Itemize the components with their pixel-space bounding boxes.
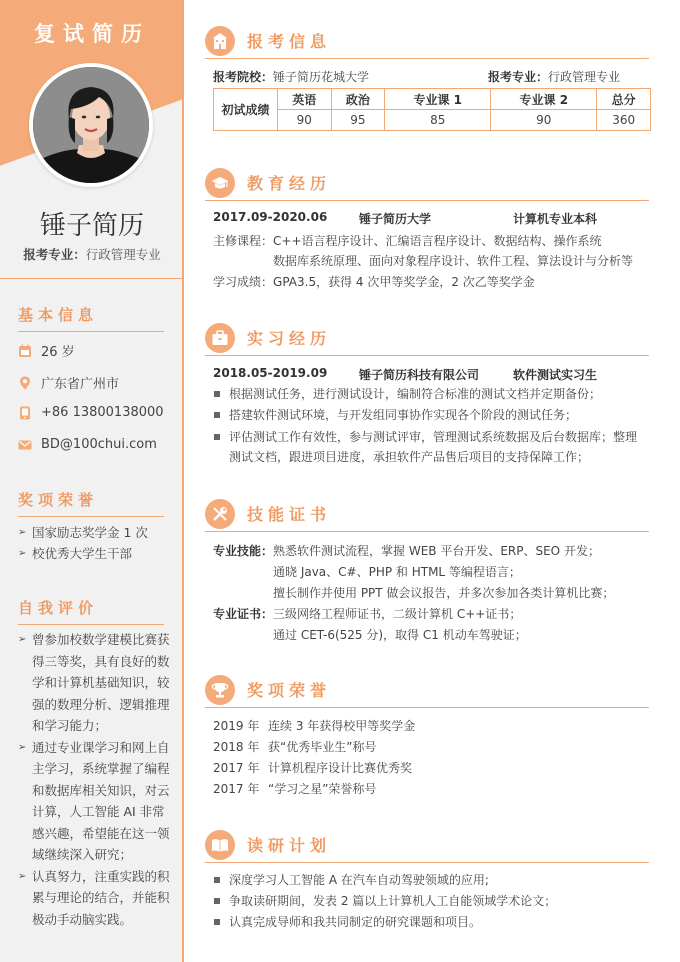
trophy-icon: [205, 675, 235, 705]
basic-info-title: 基本信息: [18, 306, 99, 324]
sidebar-awards-underline: [18, 516, 164, 517]
honor-year: 2017 年: [213, 761, 260, 775]
grades-row: [213, 273, 535, 290]
honor-text: 连续 3 年获得校甲等奖学金: [268, 719, 416, 733]
cert-label: 专业证书：: [213, 607, 274, 621]
courses-line-2: 数据库系统原理、面向对象程序设计、软件工程、算法设计与分析等: [273, 254, 634, 268]
major-label: 报考专业：: [488, 70, 549, 84]
self-eval-underline: [18, 624, 164, 625]
phone-icon: [18, 406, 32, 420]
score-label-cell: 初试成绩: [214, 89, 278, 131]
apply-major-value: 行政管理专业: [85, 247, 161, 262]
internship-company-text: 锤子简历科技有限公司: [359, 368, 480, 382]
education-period: 2017.09-2020.06: [213, 210, 328, 224]
scores-table: [213, 88, 651, 131]
list-item: ➢ 国家励志奖学金 1 次: [18, 522, 176, 543]
list-item: ➢ 通过专业课学习和网上自主学习，系统掌握了编程和数据库相关知识，对云计算，人工智能 AI 非常感兴趣，希望能在这一领域继续深入研究；: [18, 737, 176, 866]
education-school-text: 锤子简历大学: [359, 212, 432, 226]
basic-info-heading: [18, 304, 164, 332]
header-cell: 总分: [597, 89, 651, 110]
grades-label: 学习成绩：: [213, 275, 274, 289]
info-phone: [18, 405, 164, 420]
list-item: 搭建软件测试环境，与开发组同事协作实现各个阶段的测试任务；: [213, 405, 643, 425]
courses-row: [213, 232, 602, 249]
self-eval-title: 自我评价: [18, 599, 99, 617]
section-underline: [205, 58, 649, 59]
honor-text: 计算机程序设计比赛优秀奖: [268, 761, 413, 775]
education-degree: [513, 210, 597, 227]
self-eval-heading: [18, 597, 164, 625]
internship-period: [213, 366, 327, 380]
avatar: [29, 63, 153, 187]
honors-title: 奖项荣誉: [247, 681, 332, 700]
skill-line: 擅长制作并使用 PPT 做会议报告，并多次参加各类计算机比赛；: [273, 586, 615, 600]
header-cell: 专业课 1: [385, 89, 491, 110]
honor-year: 2019 年: [213, 719, 260, 733]
list-item: ➢ 校优秀大学生干部: [18, 543, 176, 564]
list-item: ➢ 曾参加校数学建模比赛获得三等奖，具有良好的数学和计算机基础知识，较强的数理分析、逻辑推理和学习能力；: [18, 629, 176, 737]
mail-icon: [18, 438, 32, 452]
section-education: [205, 168, 649, 198]
section-apply-info: [205, 26, 649, 56]
score-cell: 360: [597, 110, 651, 131]
honor-text: “学习之星”荣誉称号: [268, 782, 377, 796]
header-cell: 政治: [331, 89, 385, 110]
header-cell: 专业课 2: [491, 89, 597, 110]
internship-period-text: 2018.05-2019.09: [213, 366, 328, 380]
tools-icon: [205, 499, 235, 529]
sidebar-divider: [0, 278, 184, 279]
phone-value[interactable]: +86 13800138000: [41, 405, 164, 420]
list-item: 深度学习人工智能 A 在汽车自动驾驶领域的应用;: [213, 870, 643, 890]
cert-row: [213, 605, 521, 622]
education-school: [359, 210, 431, 227]
internship-role-text: 软件测试实习生: [513, 368, 598, 382]
section-underline: [205, 531, 649, 532]
skills-row: [213, 542, 600, 559]
resume-title: 复试简历: [34, 22, 150, 46]
skills-label: 专业技能：: [213, 544, 274, 558]
list-item: 评估测试工作有效性，参与测试评审，管理测试系统数据及后台数据库；整理测试文档，跟进项目进度，承担软件产品售后项目的支持保障工作；: [213, 427, 641, 467]
age-value: 26 岁: [41, 345, 75, 360]
info-email: [18, 437, 157, 452]
honor-year: 2018 年: [213, 740, 260, 754]
internship-role: [513, 366, 597, 383]
courses-line-1: C++语言程序设计、汇编语言程序设计、数据结构、操作系统: [273, 234, 602, 248]
sidebar-awards-heading: [18, 489, 164, 517]
education-header-row: [213, 210, 327, 224]
list-item: ➢ 认真努力，注重实践的积累与理论的结合，并能积极动手动脑实践。: [18, 866, 176, 931]
section-underline: [205, 862, 649, 863]
study-plan-title: 读研计划: [247, 836, 332, 855]
score-cell: 90: [491, 110, 597, 131]
building-icon: [205, 26, 235, 56]
basic-info-underline: [18, 331, 164, 332]
section-internship: [205, 323, 649, 353]
skills-title: 技能证书: [247, 505, 332, 524]
table-row: [214, 110, 651, 131]
header-cell: 英语: [278, 89, 332, 110]
skill-line: 熟悉软件测试流程，掌握 WEB 平台开发、ERP、SEO 开发；: [273, 544, 600, 558]
grades-value: GPA3.5，获得 4 次甲等奖学金，2 次乙等奖学金: [273, 275, 535, 289]
sidebar-awards-title: 奖项荣誉: [18, 491, 99, 509]
section-underline: [205, 707, 649, 708]
education-title: 教育经历: [247, 174, 332, 193]
honor-text: 获“优秀毕业生”称号: [268, 740, 377, 754]
score-cell: 90: [278, 110, 332, 131]
courses-label: 主修课程：: [213, 234, 274, 248]
self-eval-list: [18, 629, 176, 930]
table-row: [214, 89, 651, 110]
school-value: 锤子简历花城大学: [273, 70, 370, 84]
cert-line: 三级网络工程师证书，二级计算机 C++证书；: [273, 607, 522, 621]
list-item: 根据测试任务，进行测试设计，编制符合标准的测试文档并定期备份；: [213, 384, 643, 404]
book-icon: [205, 830, 235, 860]
major-value: 行政管理专业: [548, 70, 621, 84]
section-honors: [205, 675, 649, 705]
info-age: [18, 341, 75, 360]
section-underline: [205, 355, 649, 356]
candidate-name: 锤子简历: [39, 211, 144, 241]
location-value: 广东省广州市: [41, 377, 120, 392]
apply-info-title: 报考信息: [247, 32, 332, 51]
briefcase-icon: [205, 323, 235, 353]
cert-line: 通过 CET-6(525 分)，取得 C1 机动车驾驶证；: [273, 628, 527, 642]
graduation-cap-icon: [205, 168, 235, 198]
list-item: 争取读研期间，发表 2 篇以上计算机人工自能领域学术论文；: [213, 891, 643, 911]
section-underline: [205, 200, 649, 201]
apply-major-label: 报考专业：: [23, 247, 86, 262]
section-study-plan: [205, 830, 649, 860]
internship-company: [359, 366, 479, 383]
email-value[interactable]: BD@100chui.com: [41, 437, 157, 452]
school-label: 报考院校：: [213, 70, 274, 84]
sidebar: [0, 0, 184, 962]
sidebar-awards-list: [18, 522, 176, 564]
calendar-icon: [18, 344, 32, 358]
honor-year: 2017 年: [213, 782, 260, 796]
internship-title: 实习经历: [247, 329, 332, 348]
skill-line: 通晓 Java、C#、PHP 和 HTML 等编程语言；: [273, 565, 521, 579]
score-cell: 85: [385, 110, 491, 131]
education-degree-text: 计算机专业本科: [513, 212, 598, 226]
apply-school-row: [213, 68, 369, 85]
apply-major-row: [488, 68, 620, 85]
score-cell: 95: [331, 110, 385, 131]
info-location: [18, 373, 119, 392]
section-skills: [205, 499, 649, 529]
sidebar-apply-major: [0, 245, 184, 263]
location-icon: [18, 376, 32, 390]
list-item: 认真完成导师和我共同制定的研究课题和项目。: [213, 912, 643, 932]
